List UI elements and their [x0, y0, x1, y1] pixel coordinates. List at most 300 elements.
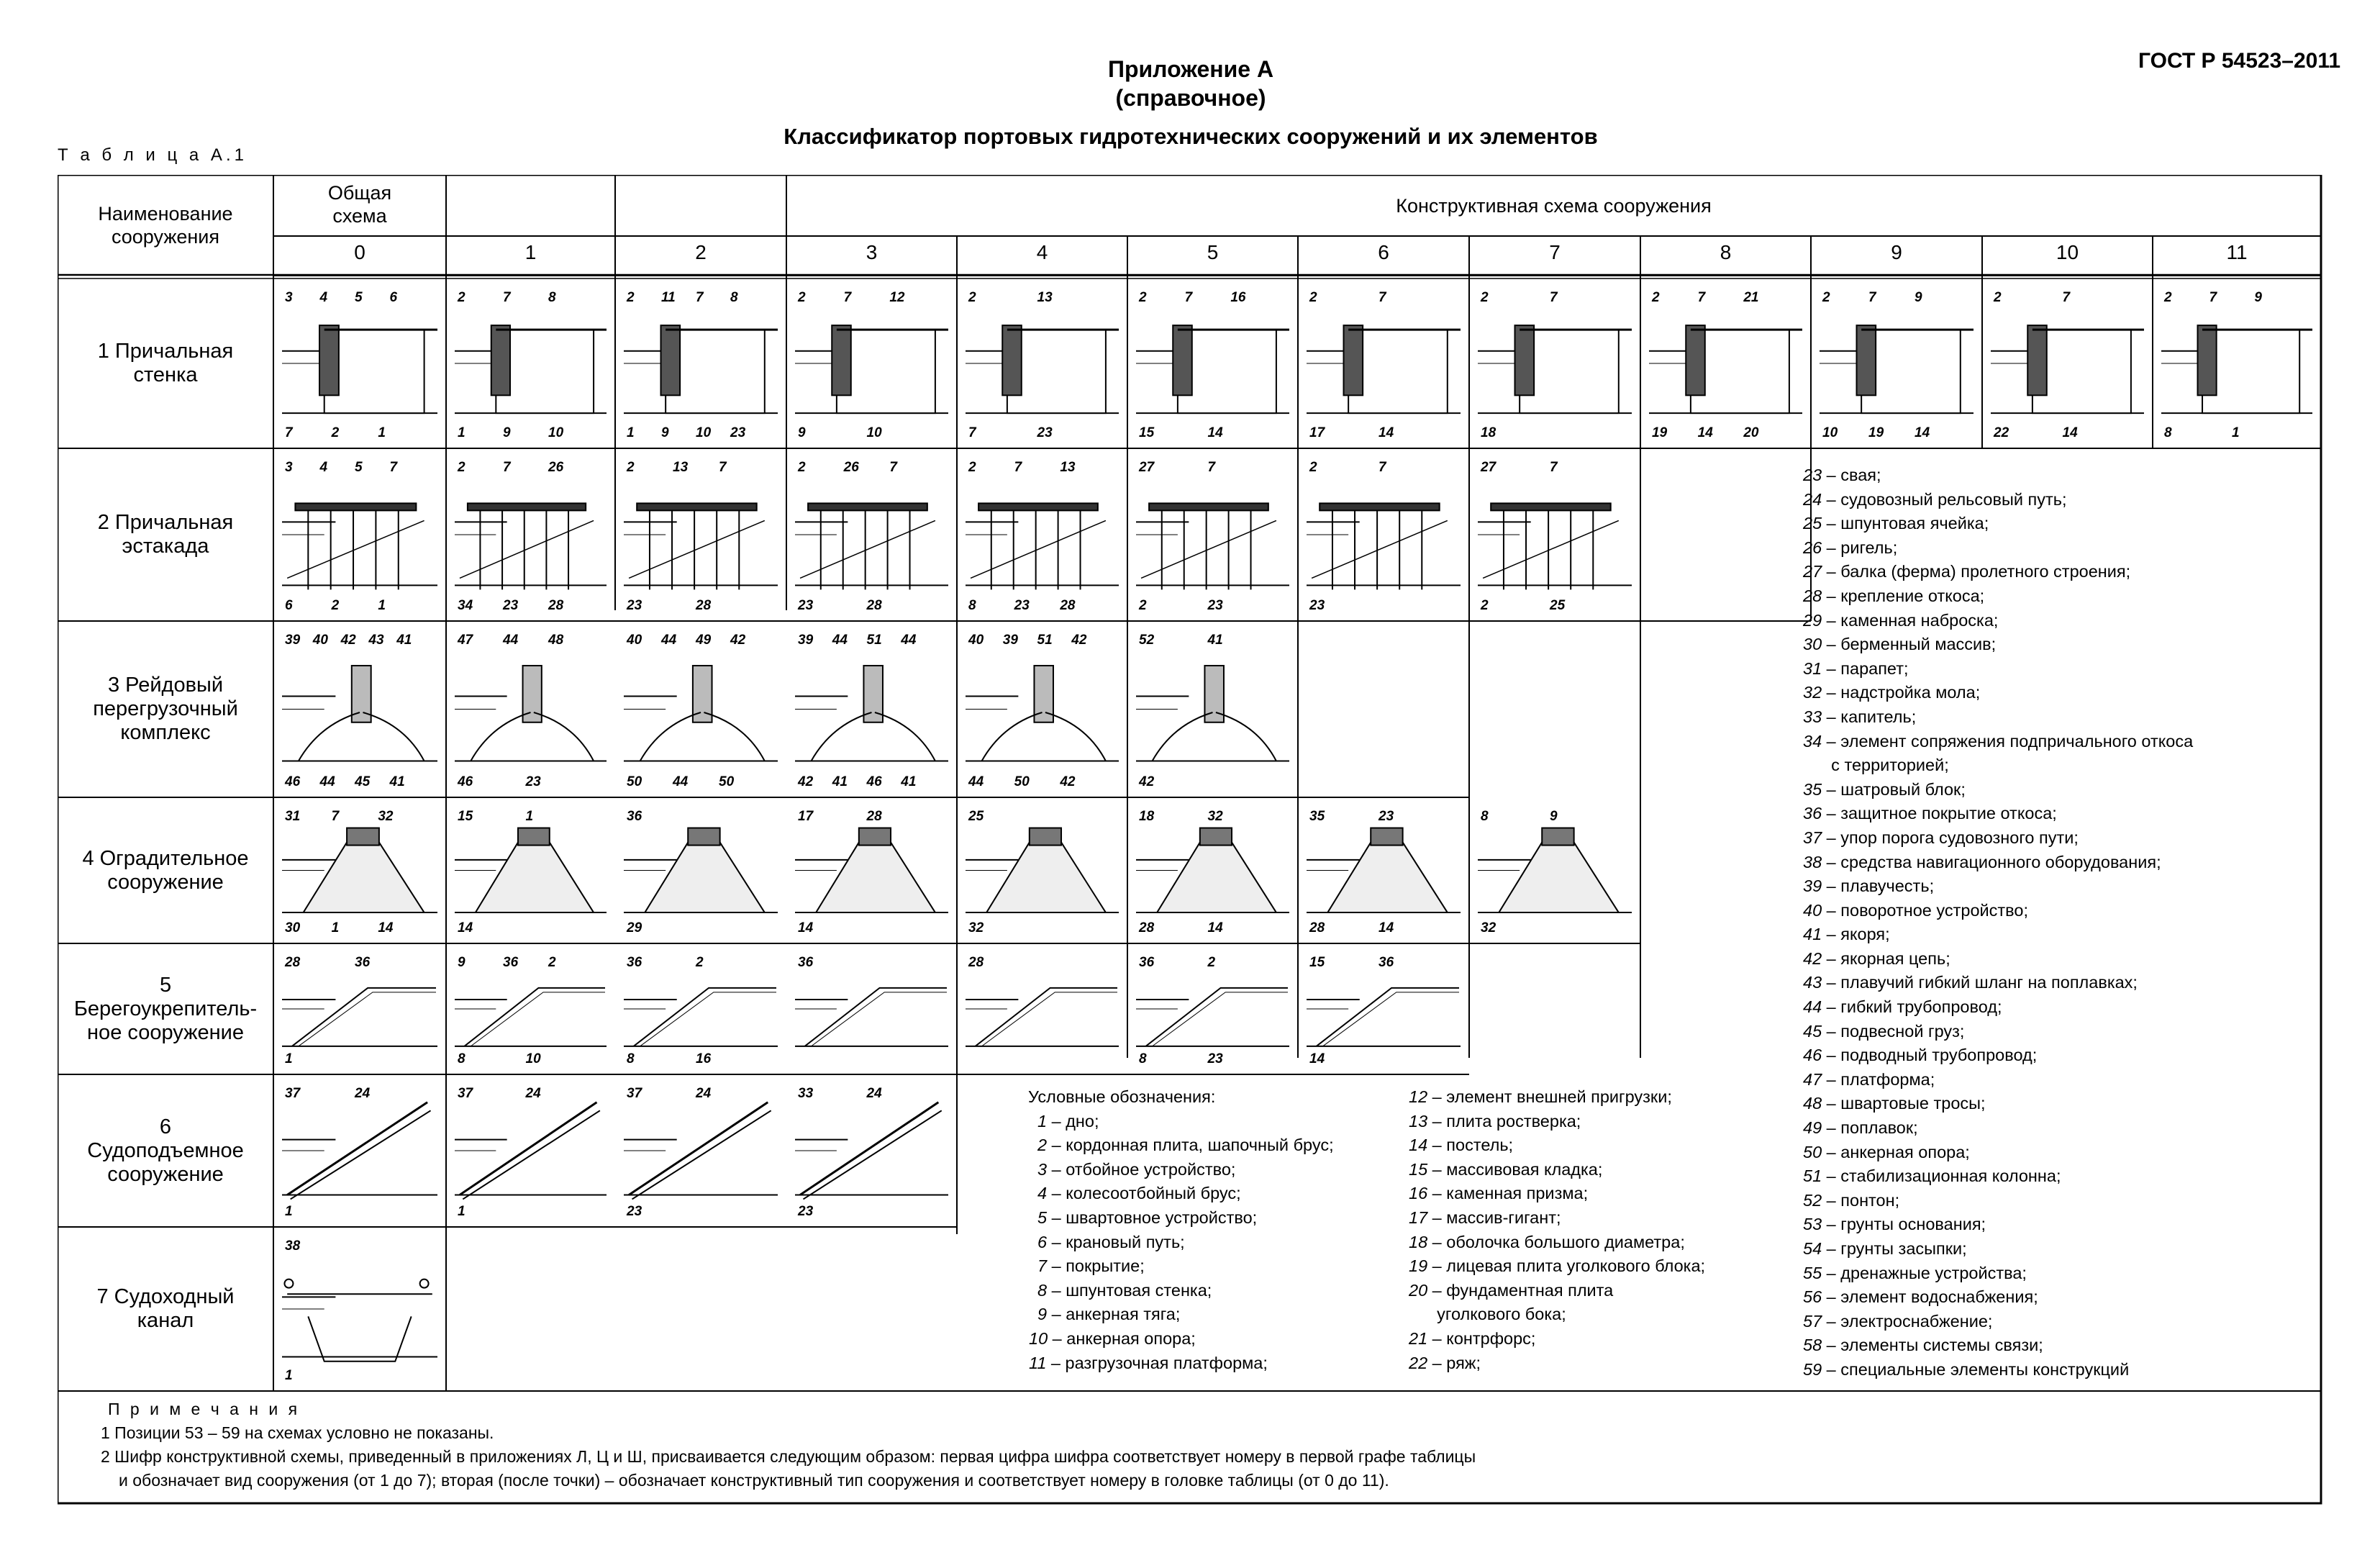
legend-item [1803, 730, 2193, 754]
legend-text: – швартовые тросы; [1822, 1094, 1986, 1113]
callout-number: 4 [319, 290, 328, 305]
legend-text: – парапет; [1822, 658, 1909, 678]
legend-number: 45 [1803, 1021, 1822, 1041]
callout-number: 2 [1481, 598, 1489, 613]
col-general-header: Общая схема [327, 182, 392, 227]
callout-number: 42 [340, 633, 356, 648]
callout-number: 14 [1207, 425, 1223, 440]
callout-number: 2 [458, 460, 465, 475]
legend-text: – отбойное устройство; [1047, 1159, 1236, 1179]
callout-number: 37 [458, 1086, 473, 1101]
legend-text: – постель; [1427, 1136, 1514, 1155]
callout-number: 8 [1481, 809, 1489, 824]
callout-number: 40 [968, 633, 984, 648]
column-number: 7 [1549, 241, 1561, 263]
callout-number: 23 [1309, 598, 1325, 613]
legend-text: – грунты основания; [1822, 1215, 1986, 1234]
legend-number: 53 [1803, 1215, 1822, 1234]
column-number: 8 [1720, 241, 1732, 263]
scheme-drawing [621, 456, 781, 614]
page-title: Классификатор портовых гидротехнических сооружений и их элементов [784, 124, 1598, 149]
scheme-drawing [621, 805, 781, 936]
callout-number: 9 [798, 425, 806, 440]
scheme-drawing [621, 1082, 781, 1220]
callout-number: 14 [1207, 920, 1223, 935]
callout-number: 2 [1652, 290, 1660, 305]
callout-number: 24 [696, 1086, 712, 1101]
legend-text: – шпунтовая стенка; [1047, 1280, 1212, 1300]
callout-number: 11 [661, 290, 676, 305]
callout-number: 33 [798, 1086, 814, 1101]
legend-item [1803, 1333, 2193, 1358]
legend-item [1803, 609, 2193, 633]
row-name: 5 Берегоукрепитель-ное сооружение [73, 973, 258, 1044]
callout-number: 7 [719, 460, 727, 475]
callout-number: 38 [285, 1238, 301, 1254]
legend-item [1803, 851, 2193, 875]
callout-number: 14 [798, 920, 814, 935]
legend-item [1803, 657, 2193, 681]
legend-text: – кордонная плита, шапочный брус; [1047, 1136, 1334, 1155]
legend-text: – якорная цепь; [1822, 948, 1950, 968]
scheme-drawing [1475, 805, 1635, 936]
callout-number: 15 [458, 809, 473, 824]
legend-item [1803, 705, 2193, 730]
scheme-drawing [963, 456, 1122, 614]
legend-number: 3 [1037, 1159, 1048, 1179]
legend-text: – платформа; [1822, 1069, 1935, 1089]
callout-number: 40 [312, 633, 328, 648]
legend-item [1029, 1327, 1334, 1351]
callout-number: 51 [866, 633, 882, 648]
callout-number: 3 [285, 290, 293, 305]
legend-item [1803, 826, 2193, 851]
callout-number: 36 [627, 955, 642, 970]
scheme-drawing [963, 286, 1122, 441]
legend-text: – стабилизационная колонна; [1822, 1166, 2061, 1186]
scheme-drawing [963, 805, 1122, 936]
scheme-drawing [792, 805, 951, 936]
callout-number: 1 [458, 1204, 465, 1219]
callout-number: 14 [1697, 425, 1713, 440]
scheme-drawing [1133, 628, 1292, 790]
callout-number: 9 [458, 955, 465, 970]
callout-number: 36 [1379, 955, 1394, 970]
scheme-drawing [1133, 456, 1292, 614]
legend-number: 22 [1409, 1353, 1428, 1372]
legend-number: 46 [1803, 1046, 1822, 1065]
legend-item [1803, 463, 2193, 488]
callout-number: 31 [285, 809, 301, 824]
legend-text: – швартовное устройство; [1047, 1208, 1258, 1227]
legend-number: 55 [1803, 1263, 1822, 1282]
row-name: 4 Оградительное сооружение [82, 846, 249, 894]
legend-item [1029, 1110, 1334, 1134]
callout-number: 27 [1481, 460, 1496, 475]
scheme-drawing [621, 628, 781, 790]
legend-item [1409, 1085, 1705, 1110]
legend-number: 39 [1803, 876, 1822, 896]
legend-text: – фундаментная плита [1427, 1280, 1614, 1300]
callout-number: 47 [458, 633, 473, 648]
callout-number: 42 [1071, 633, 1087, 648]
legend-item [1803, 753, 2193, 778]
legend-text: – судовозный рельсовый путь; [1822, 489, 2067, 509]
callout-number: 14 [1915, 425, 1930, 440]
callout-number: 41 [832, 774, 848, 789]
legend-number: 1 [1037, 1111, 1048, 1131]
legend-item [1803, 1213, 2193, 1237]
legend-number: 12 [1409, 1087, 1428, 1106]
scheme-drawing [1988, 286, 2147, 441]
legend-text: – капитель; [1822, 707, 1917, 726]
callout-number: 26 [548, 460, 564, 475]
legend-item [1409, 1158, 1705, 1182]
callout-number: 16 [696, 1051, 712, 1066]
callout-number: 2 [798, 460, 806, 475]
callout-number: 22 [1994, 425, 2009, 440]
callout-number: 7 [1184, 290, 1193, 305]
callout-number: 14 [1309, 1051, 1325, 1066]
legend-item [1803, 1043, 2193, 1068]
callout-number: 7 [2062, 290, 2071, 305]
callout-number: 30 [285, 920, 301, 935]
callout-number: 32 [1481, 920, 1496, 935]
legend-number: 20 [1409, 1280, 1428, 1300]
row-name: 2 Причальная эстакада [97, 511, 234, 558]
legend-item [1803, 971, 2193, 995]
scheme-drawing [452, 628, 609, 790]
legend-number: 6 [1037, 1232, 1048, 1251]
legend-text: – разгрузочная платформа; [1046, 1353, 1268, 1372]
legend-text: – специальные элементы конструкций [1822, 1359, 2130, 1379]
callout-number: 7 [1868, 290, 1876, 305]
legend-number: 56 [1803, 1287, 1822, 1307]
scheme-drawing [1475, 456, 1635, 614]
scheme-drawing [1133, 951, 1292, 1067]
legend-number: 16 [1409, 1184, 1428, 1203]
scheme-drawing [452, 456, 609, 614]
callout-number: 46 [866, 774, 882, 789]
callout-number: 36 [355, 955, 371, 970]
scheme-drawing [621, 951, 781, 1067]
scheme-drawing [621, 286, 781, 441]
callout-number: 2 [1309, 460, 1317, 475]
header-general-cell [273, 181, 446, 227]
callout-number: 37 [285, 1086, 301, 1101]
scheme-drawing [1646, 286, 1805, 441]
scheme-drawing [792, 456, 951, 614]
callout-number: 1 [458, 425, 465, 440]
callout-number: 39 [1002, 633, 1018, 648]
legend-text: – защитное покрытие откоса; [1822, 804, 2057, 823]
legend-text: – шпунтовая ячейка; [1822, 514, 1989, 533]
legend-number: 14 [1409, 1136, 1428, 1155]
legend-item [1803, 1237, 2193, 1261]
notes-title: П р и м е ч а н и я [108, 1400, 301, 1418]
callout-number: 7 [968, 425, 976, 440]
scheme-drawing [452, 805, 609, 936]
legend-text: – ригель; [1822, 538, 1898, 557]
callout-number: 23 [798, 598, 814, 613]
legend-number: 8 [1037, 1280, 1048, 1300]
legend-title: Условные обозначения: [1028, 1087, 1216, 1106]
callout-number: 42 [1060, 774, 1076, 789]
callout-number: 14 [378, 920, 394, 935]
callout-number: 14 [1379, 425, 1394, 440]
legend-number: 21 [1409, 1328, 1428, 1348]
legend-text: – берменный массив; [1822, 635, 1997, 654]
legend-item [1803, 923, 2193, 947]
legend-number: 15 [1409, 1159, 1428, 1179]
callout-number: 9 [2254, 290, 2262, 305]
scheme-drawing [792, 286, 951, 441]
row-name: 6 Судоподъемное сооружение [87, 1115, 244, 1186]
callout-number: 1 [285, 1051, 293, 1066]
callout-number: 43 [368, 633, 384, 648]
legend-number: 40 [1803, 900, 1822, 920]
legend-item [1409, 1327, 1705, 1351]
legend-item [1029, 1182, 1334, 1206]
callout-number: 26 [843, 460, 859, 475]
legend-item [1803, 1141, 2193, 1165]
callout-number: 7 [1014, 460, 1022, 475]
legend-text: – элемент водоснабжения; [1822, 1287, 2038, 1307]
callout-number: 7 [2209, 290, 2217, 305]
callout-number: 50 [1014, 774, 1030, 789]
legend-number: 33 [1803, 707, 1822, 726]
callout-number: 44 [503, 633, 519, 648]
legend-number: 41 [1803, 925, 1822, 944]
callout-number: 42 [730, 633, 746, 648]
callout-number: 7 [331, 809, 340, 824]
callout-number: 2 [798, 290, 806, 305]
callout-number: 5 [355, 460, 363, 475]
legend-item [1803, 1310, 2193, 1334]
callout-number: 13 [1060, 460, 1076, 475]
callout-number: 23 [1014, 598, 1030, 613]
note-1: 1 Позиции 53 – 59 на схемах условно не показаны. [101, 1423, 494, 1442]
legend-number: 32 [1803, 683, 1822, 702]
legend-text: – элементы системы связи; [1822, 1336, 2043, 1355]
callout-number: 4 [319, 460, 328, 475]
legend-number: 2 [1037, 1136, 1048, 1155]
scheme-drawing [1304, 805, 1463, 936]
callout-number: 2 [331, 598, 340, 613]
legend-text: – плавучий гибкий шланг на поплавках; [1822, 973, 2138, 992]
callout-number: 36 [798, 955, 814, 970]
callout-number: 9 [503, 425, 511, 440]
callout-number: 23 [503, 598, 519, 613]
callout-number: 42 [798, 774, 814, 789]
callout-number: 18 [1481, 425, 1496, 440]
callout-number: 23 [1379, 809, 1394, 824]
callout-number: 42 [1139, 774, 1155, 789]
legend-item [1409, 1351, 1705, 1376]
legend-text: – крановый путь; [1047, 1232, 1185, 1251]
legend-number: 7 [1037, 1256, 1048, 1276]
legend-number: 29 [1803, 610, 1822, 630]
legend-text: – понтон; [1822, 1190, 1900, 1210]
callout-number: 2 [458, 290, 465, 305]
scheme-drawing [452, 951, 609, 1067]
callout-number: 7 [1697, 290, 1706, 305]
appendix-heading [1079, 55, 1302, 112]
callout-number: 45 [355, 774, 371, 789]
callout-number: 28 [285, 955, 301, 970]
scheme-drawing [963, 628, 1122, 790]
scheme-drawing [2158, 286, 2315, 441]
callout-number: 7 [389, 460, 398, 475]
legend-number: 52 [1803, 1190, 1822, 1210]
col-name-header: Наименование сооружения [98, 203, 233, 248]
legend-number: 44 [1803, 997, 1822, 1017]
legend-number: 59 [1803, 1359, 1822, 1379]
column-number: 1 [524, 241, 537, 263]
callout-number: 28 [968, 955, 984, 970]
appendix-label: Приложение А [1107, 56, 1274, 82]
legend-number: 37 [1803, 828, 1822, 847]
callout-number: 44 [673, 774, 689, 789]
callout-number: 23 [1207, 598, 1223, 613]
callout-number: 6 [285, 598, 293, 613]
callout-number: 9 [661, 425, 669, 440]
callout-number: 12 [889, 290, 905, 305]
legend-number: 28 [1803, 586, 1822, 605]
column-number: 10 [2056, 241, 2079, 263]
callout-number: 1 [525, 809, 534, 824]
legend-text: – балка (ферма) пролетного строения; [1822, 562, 2131, 581]
callout-number: 36 [1139, 955, 1155, 970]
callout-number: 37 [627, 1086, 642, 1101]
legend-number: 47 [1803, 1069, 1822, 1089]
callout-number: 1 [2232, 425, 2240, 440]
legend-text: – ряж; [1427, 1353, 1481, 1372]
legend-number: 27 [1803, 562, 1822, 581]
callout-number: 8 [2164, 425, 2172, 440]
callout-number: 1 [627, 425, 635, 440]
table-label: Т а б л и ц а А.1 [58, 145, 247, 165]
scheme-drawing [452, 1082, 609, 1220]
legend-item [1409, 1206, 1705, 1231]
legend-number: 5 [1037, 1208, 1048, 1227]
callout-number: 35 [1309, 809, 1325, 824]
callout-number: 41 [396, 633, 412, 648]
callout-number: 28 [1060, 598, 1076, 613]
callout-number: 36 [503, 955, 519, 970]
callout-number: 23 [730, 425, 746, 440]
callout-number: 28 [1139, 920, 1155, 935]
callout-number: 20 [1743, 425, 1759, 440]
callout-number: 13 [1037, 290, 1053, 305]
legend-item [1803, 584, 2193, 609]
legend-number: 48 [1803, 1094, 1822, 1113]
legend-item [1803, 536, 2193, 561]
callout-number: 41 [901, 774, 917, 789]
scheme-drawing [279, 805, 440, 936]
callout-number: 1 [285, 1368, 293, 1383]
callout-number: 23 [525, 774, 541, 789]
callout-number: 2 [627, 290, 635, 305]
callout-number: 14 [2062, 425, 2078, 440]
scheme-drawing [279, 456, 440, 614]
legend-text: – грунты засыпки; [1822, 1239, 1967, 1258]
callout-number: 1 [378, 598, 386, 613]
callout-number: 40 [627, 633, 642, 648]
legend-text: – плавучесть; [1822, 876, 1935, 896]
legend-text: – надстройка мола; [1822, 683, 1981, 702]
legend-item [1803, 995, 2193, 1020]
callout-number: 18 [1139, 809, 1155, 824]
callout-number: 32 [968, 920, 984, 935]
callout-number: 34 [458, 598, 473, 613]
callout-number: 9 [1915, 290, 1922, 305]
scheme-drawing [963, 951, 1122, 1067]
legend-number: 4 [1037, 1184, 1048, 1203]
legend-text: – плита ростверка; [1427, 1111, 1581, 1131]
callout-number: 44 [901, 633, 917, 648]
legend-text: – анкерная опора; [1822, 1142, 1970, 1161]
legend-item [1803, 1092, 2193, 1116]
scheme-drawing [452, 286, 609, 441]
callout-number: 7 [1379, 460, 1386, 475]
callout-number: 19 [1652, 425, 1668, 440]
callout-number: 25 [1550, 598, 1566, 613]
legend-number: 42 [1803, 948, 1822, 968]
scheme-drawing [792, 1082, 951, 1220]
scheme-drawing [1304, 951, 1463, 1067]
legend-text: – анкерная тяга; [1047, 1305, 1181, 1324]
legend-number: 11 [1029, 1353, 1047, 1372]
gost-number: ГОСТ Р 54523–2011 [2138, 49, 2341, 73]
callout-number: 49 [696, 633, 712, 648]
column-number: 0 [354, 241, 365, 263]
legend-item [1029, 1351, 1334, 1376]
legend-item [1029, 1206, 1334, 1231]
legend-col-1 [1030, 1085, 1334, 1375]
scheme-drawing [279, 951, 440, 1067]
column-number: 11 [2226, 241, 2248, 263]
legend-item [1803, 1189, 2193, 1213]
legend-text: – якоря; [1822, 925, 1890, 944]
callout-number: 9 [1550, 809, 1558, 824]
row-name: 7 Судоходный канал [96, 1285, 235, 1332]
callout-number: 10 [696, 425, 712, 440]
legend-item [1029, 1279, 1334, 1303]
callout-number: 23 [1207, 1051, 1223, 1066]
callout-number: 8 [627, 1051, 635, 1066]
legend-number: 9 [1037, 1305, 1048, 1324]
callout-number: 41 [1207, 633, 1223, 648]
callout-number: 2 [1309, 290, 1317, 305]
callout-number: 46 [285, 774, 301, 789]
callout-number: 44 [319, 774, 335, 789]
scheme-drawing [792, 951, 951, 1067]
scheme-drawing [1304, 286, 1463, 441]
legend-number: 43 [1803, 973, 1822, 992]
legend-item [1803, 681, 2193, 705]
legend-number: 54 [1803, 1239, 1822, 1258]
legend-text: – каменная призма; [1427, 1184, 1589, 1203]
legend-item [1029, 1231, 1334, 1255]
callout-number: 14 [1379, 920, 1394, 935]
column-number: 3 [866, 241, 878, 263]
legend-item [1409, 1182, 1705, 1206]
legend-number: 50 [1803, 1142, 1822, 1161]
legend-item [1409, 1110, 1705, 1134]
callout-number: 2 [968, 460, 976, 475]
col-scheme-header: Конструктивная схема сооружения [1396, 195, 1712, 217]
